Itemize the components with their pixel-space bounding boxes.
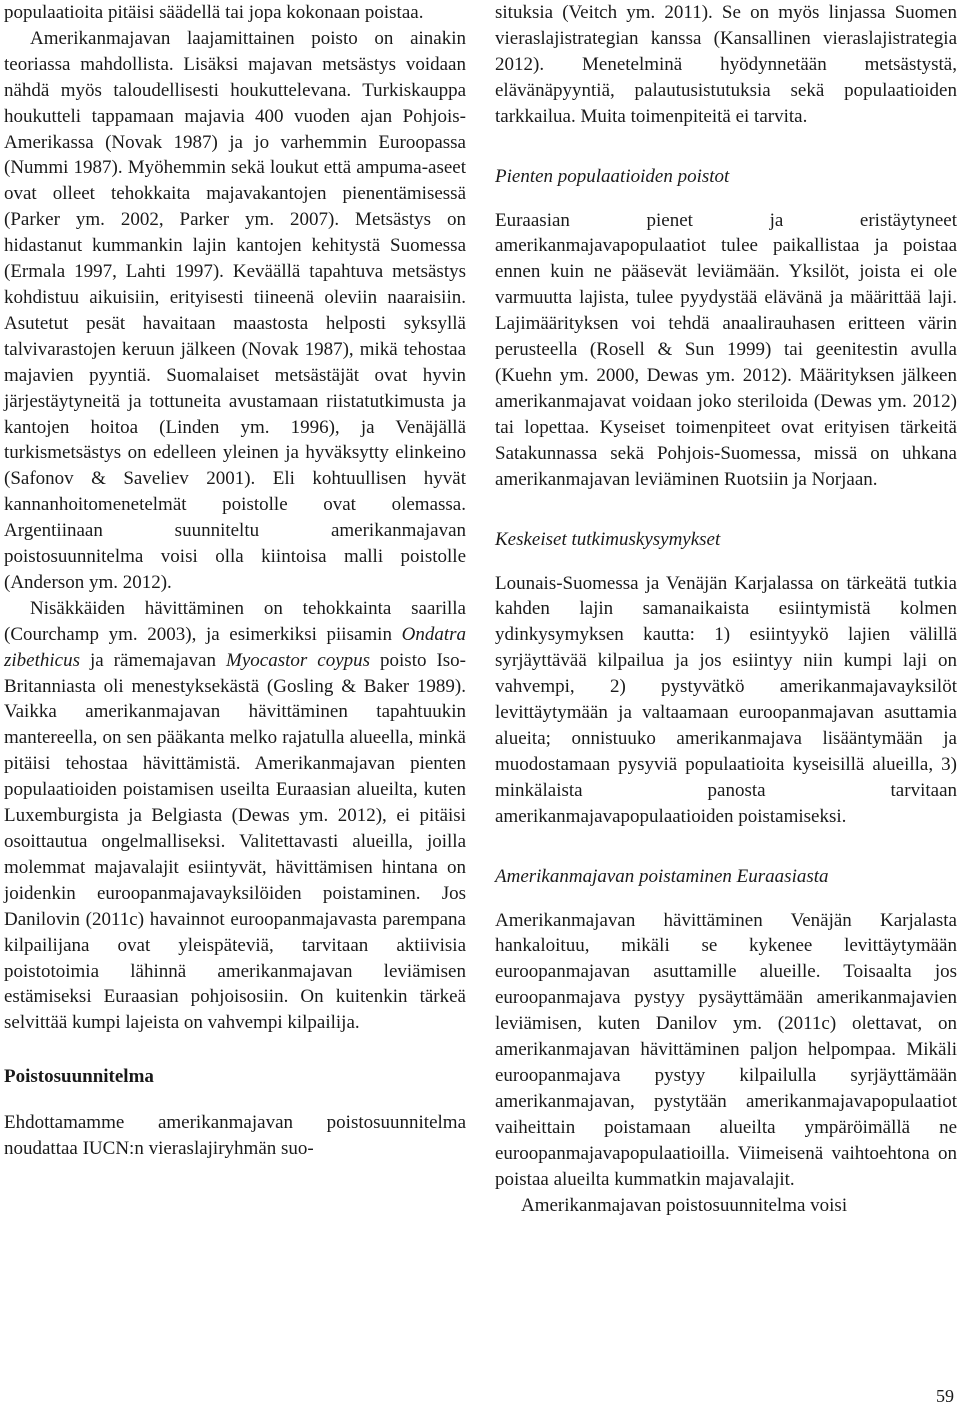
subheading-pienten-populaatioiden-poistot: Pienten populaatioiden poistot (495, 165, 730, 187)
left-paragraph-3-part-c: poisto Iso-Britanniasta oli menestyksekästä (Gosling & Baker 1989). Vaikka amerikanmajavan hävittäminen tapahtuukin mantereella, on sen pääkanta melko rajatulla alueella, minkä pitäisi tehostaa hävittämistä. Amerikanmajavan pienten populaatioiden poistamisen useilta Euraasian alueilta, kuten Luxemburgista ja Belgiasta (Dewas ym. 2012), ei pitäisi osoittautua ongelmalliseksi. Valitettavasti alueilla, joilla molemmat majavalajit esiintyvät, hävittämisen hintana on joidenkin euroopanmajavayksilöiden poistaminen. Jos Danilovin (2011c) havainnot euroopanmajavasta parempana kilpailijana ovat yleispäteviä, tarvitaan aktiivisia poistotoimia lähinnä amerikanmajavan leviämisen estämiseksi Euraasian pohjoisosiin. On kuitenkin tärkeä selvittää kumpi lajeista on vahvempi kilpailija. (4, 649, 467, 1034)
left-paragraph-3 (4, 596, 466, 1036)
right-paragraph-5: Amerikanmajavan poistosuunnitelma voisi (521, 1194, 848, 1216)
left-column (4, 0, 466, 1162)
left-paragraph-3-part-b: ja rämemajavan (80, 649, 227, 671)
right-column (495, 0, 957, 1218)
species-name-ondatra: Ondatra zibethicus (4, 623, 466, 671)
left-paragraph-2: Amerikanmajavan laajamittainen poisto on ainakin teoriassa mahdollista. Lisäksi majavan metsästys voidaan nähdä myös taloudellisesti houkuttelevana. Turkiskauppa houkutteli tappamaan majavia 400 vuoden ajan Pohjois-Amerikassa (Novak 1987) ja jo varhemmin Euroopassa (Nummi 1987). Myöhemmin sekä loukut että ampuma-aseet ovat olleet tehokkaita majavakantojen pienentämisessä (Parker ym. 2002, Parker ym. 2007). Metsästys on hidastanut kummankin lajin kantojen kehitystä Suomessa (Ermala 1997, Lahti 1997). Keväällä tapahtuva metsästys kohdistuu aikuisiin, erityisesti tiineenä oleviin naaraisiin. Asutetut pesät havaitaan maastosta helposti syksyllä talvivarastojen keruun jälkeen (Novak 1987), mikä tehostaa majavien pyyntiä. Suomalaiset metsästäjät ovat hyvin järjestäytyneitä ja tottuneita avustamaan riistatutkimusta ja kantojen hoitoa (Linden ym. 1996), ja Venäjällä turkismetsästys on edelleen yleinen ja hyväksytty elinkeino (Safonov & Saveliev 2001). Eli kohtuullisen hyvät kannanhoitomenetelmät poistolle ovat olemassa. Argentiinaan suunniteltu amerikanmajavan poistosuunnitelma voisi olla kiintoisa malli poistolle (Anderson ym. 2012). (4, 27, 466, 593)
right-paragraph-2: Euraasian pienet ja eristäytyneet amerikanmajavapopulaatiot tulee paikallistaa ja poistaa ennen kuin ne pääsevät leviämään. Yksilöt, joista ei ole varmuutta lajista, tulee pyydystää elävänä ja määrittää laji. Lajimäärityksen voi tehdä anaalirauhasen eritteen värin perusteella (Rosell & Sun 1999) tai geenitestin avulla (Kuehn ym. 2000, Dewas ym. 2012). Määrityksen jälkeen amerikanmajavat voidaan joko steriloida (Dewas ym. 2012) tai lopettaa. Kyseiset toimenpiteet ovat erityisen tärkeitä Satakunnassa sekä Pohjois-Suomessa, missä on uhkana amerikanmajavan leviäminen Ruotsiin ja Norjaan. (495, 209, 957, 490)
right-paragraph-4: Amerikanmajavan hävittäminen Venäjän Karjalasta hankaloituu, mikäli se kykenee levittäytymään euroopanmajavan asuttamille alueille. Toisaalta jos euroopanmajava pystyy pysäyttämään amerikanmajavien leviämisen, kuten Danilov ym. (2011c) olettavat, on amerikanmajavan hävittäminen paljon helpompaa. Mikäli euroopanmajava pystyy kilpailulla syrjäyttämään amerikanmajavan, pystytään amerikanmajavapopulaatiot vaiheittain poistamaan alueilta ympäröimällä ne euroopanmajavapopulaatioilla. Viimeisenä vaihtoehtona on poistaa alueilta kummatkin majavalajit. (495, 909, 957, 1190)
subheading-keskeiset-tutkimuskysymykset: Keskeiset tutkimuskysymykset (495, 528, 721, 550)
left-paragraph-3-part-a: Nisäkkäiden hävittäminen on tehokkainta saarilla (Courchamp ym. 2003), ja esimerkiksi piisamin (4, 597, 466, 645)
subheading-amerikanmajavan-poistaminen: Amerikanmajavan poistaminen Euraasiasta (495, 865, 829, 887)
right-paragraph-3: Lounais-Suomessa ja Venäjän Karjalassa on tärkeätä tutkia kahden lajin samanaikaista esiintymistä kolmen ydinkysymyksen kautta: 1) esiintyykö lajien välillä syrjäyttävää kilpailua ja jos esiintyy niin kumpi laji on vahvempi, 2) pystyvätkö amerikanmajavayksilöt levittäytymään ja valtaamaan euroopanmajavan asuttamia alueita; onnistuuko amerikanmajava lisääntymään ja muodostamaan pysyviä populaatioita kyseisillä alueilla, 3) minkälaista panosta tarvitaan amerikanmajavapopulaatioiden poistamiseksi. (495, 572, 957, 827)
right-paragraph-1: situksia (Veitch ym. 2011). Se on myös linjassa Suomen vieraslajistrategian kanssa (Kansallinen vieraslajistrategia 2012). Menetelminä hyödynnetään metsästystä, elävänäpyyntiä, palautusistutuksia sekä populaatioiden tarkkailua. Muita toimenpiteitä ei tarvita. (495, 2, 957, 127)
section-heading-poistosuunnitelma: Poistosuunnitelma (4, 1066, 154, 1088)
left-paragraph-1: populaatioita pitäisi säädellä tai jopa kokonaan poistaa. (4, 2, 424, 23)
page-number: 59 (936, 1386, 954, 1406)
species-name-myocastor: Myocastor coypus (226, 649, 371, 671)
left-paragraph-4: Ehdottamamme amerikanmajavan poistosuunnitelma noudattaa IUCN:n vieraslajiryhmän suo- (4, 1112, 466, 1160)
